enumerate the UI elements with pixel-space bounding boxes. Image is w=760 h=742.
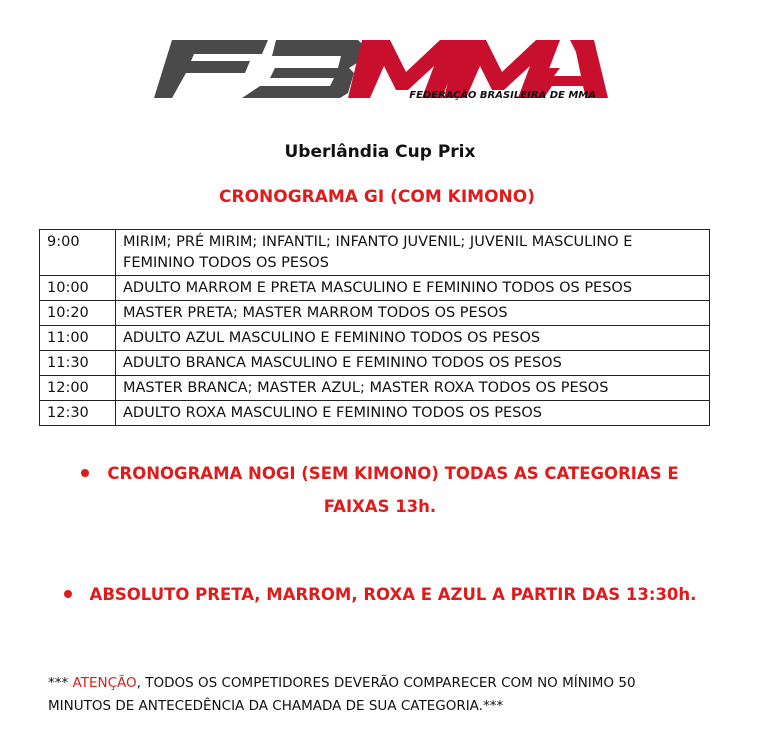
table-row xyxy=(40,301,710,326)
time-cell: 11:30 xyxy=(40,351,116,376)
nogi-line-1 xyxy=(0,457,760,490)
absoluto-bullet xyxy=(0,578,760,611)
logo-subtitle: FEDERAÇÃO BRASILEIRA DE MMA xyxy=(409,90,596,101)
nogi-text-1: CRONOGRAMA NOGI (SEM KIMONO) TODAS AS CATEGORIAS E xyxy=(107,464,679,483)
note-line-2: MINUTOS DE ANTECEDÊNCIA DA CHAMADA DE SUA CATEGORIA.*** xyxy=(48,698,504,714)
description-cell: ADULTO ROXA MASCULINO E FEMININO TODOS OS PESOS xyxy=(116,401,710,426)
time-cell: 12:30 xyxy=(40,401,116,426)
table-row xyxy=(40,401,710,426)
note-line-1 xyxy=(48,672,728,695)
description-cell: ADULTO MARROM E PRETA MASCULINO E FEMININO TODOS OS PESOS xyxy=(116,276,710,301)
time-cell: 10:00 xyxy=(40,276,116,301)
bullet-dot-icon xyxy=(81,469,89,477)
nogi-bullet xyxy=(0,457,760,523)
description-cell: MIRIM; PRÉ MIRIM; INFANTIL; INFANTO JUVENIL; JUVENIL MASCULINO E FEMININO TODOS OS PESOS xyxy=(116,230,710,276)
attention-note xyxy=(48,672,728,718)
table-row xyxy=(40,351,710,376)
description-cell: ADULTO AZUL MASCULINO E FEMININO TODOS OS PESOS xyxy=(116,326,710,351)
nogi-text-2: FAIXAS 13h. xyxy=(323,497,437,516)
time-cell: 10:20 xyxy=(40,301,116,326)
note-prefix: *** xyxy=(48,675,73,691)
note-line1-rest: , TODOS OS COMPETIDORES DEVERÃO COMPARECER COM NO MÍNIMO 50 xyxy=(136,675,636,691)
fb-letters xyxy=(154,40,362,98)
time-cell: 9:00 xyxy=(40,230,116,276)
note-warning: ATENÇÃO xyxy=(72,675,137,691)
table-row xyxy=(40,276,710,301)
description-cell: ADULTO BRANCA MASCULINO E FEMININO TODOS OS PESOS xyxy=(116,351,710,376)
description-cell: MASTER PRETA; MASTER MARROM TODOS OS PESOS xyxy=(116,301,710,326)
description-cell: MASTER BRANCA; MASTER AZUL; MASTER ROXA TODOS OS PESOS xyxy=(116,376,710,401)
table-row xyxy=(40,326,710,351)
absoluto-text: ABSOLUTO PRETA, MARROM, ROXA E AZUL A PARTIR DAS 13:30h. xyxy=(89,585,697,604)
schedule-table xyxy=(39,229,710,426)
table-row xyxy=(40,376,710,401)
schedule-title: CRONOGRAMA GI (COM KIMONO) xyxy=(219,187,535,207)
bullet-dot-icon xyxy=(64,590,72,598)
table-row xyxy=(40,230,710,276)
time-cell: 11:00 xyxy=(40,326,116,351)
time-cell: 12:00 xyxy=(40,376,116,401)
event-title: Uberlândia Cup Prix xyxy=(284,142,476,162)
